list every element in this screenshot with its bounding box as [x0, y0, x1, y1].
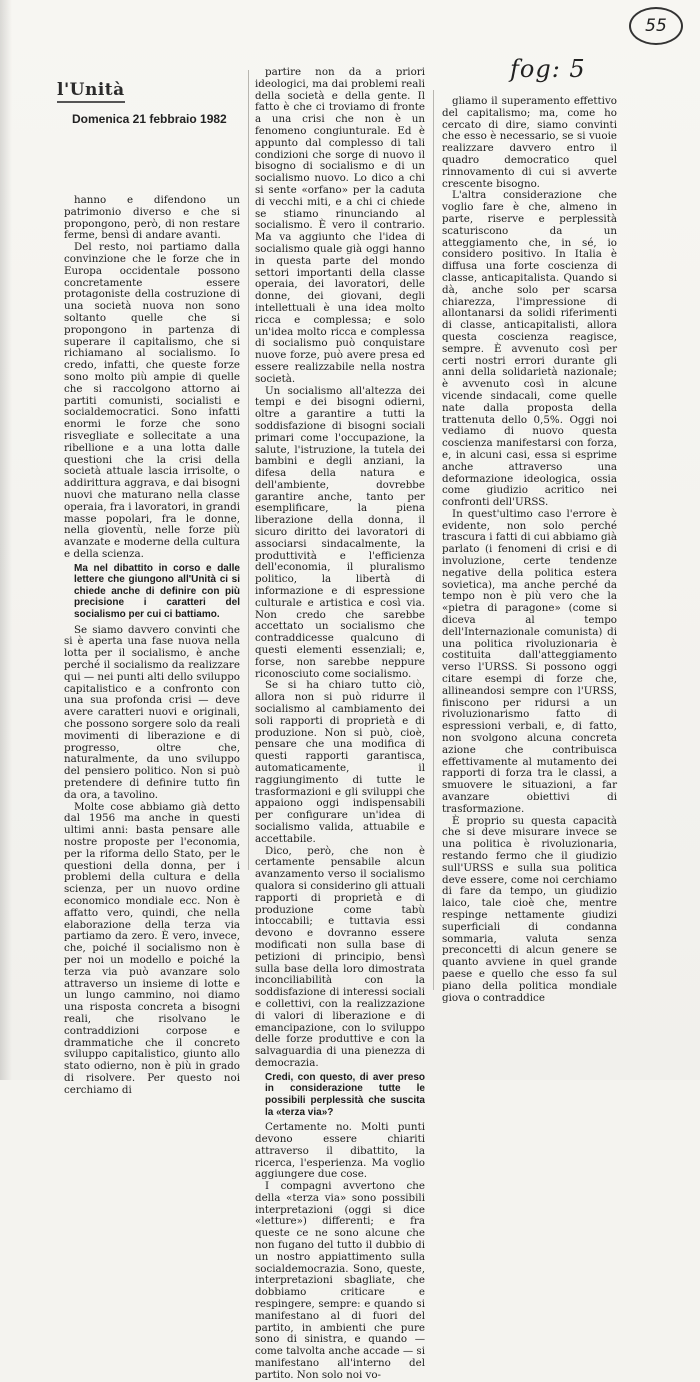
article-paragraph: È proprio su questa capacità che si deve misurare invece se una politica è rivoluzionaria, restando fermo che il giudizio sull'URSS e sulla sua politica deve essere, come noi cerchiamo di fare da tempo, un giudizio laico, tale cioè che, mentre respinge nettamente giudizi superficiali di condanna sommaria, valuta senza preconcetti di alcun genere se quanto avviene in quel grande paese e quello che esso fa sul piano della politica mondiale giova o contraddice — [442, 814, 617, 1004]
page-number: 55 — [645, 16, 667, 36]
article-paragraph: Se si ha chiaro tutto ciò, allora non si può ridurre il socialismo al cambiamento dei soli rapporti di proprietà e di produzione. Non si può, cioè, pensare che una modifica di questi rapporti garantisca, automaticamente, il raggiungimento di tutte le trasformazioni e gli sviluppi che appaiono oggi indispensabili per configurare un'idea di socialismo valida, attuabile e accettabile. — [255, 679, 425, 845]
masthead-rule — [57, 101, 125, 103]
scan-edge-shadow — [0, 0, 12, 1080]
article-paragraph: Se siamo davvero convinti che si è aperta una fase nuova nella lotta per il socialismo, è anche perché il socialismo da realizzare qui — nei punti alti dello sviluppo capitalistico e a confronto con una sua profonda crisi — deve avere caratteri nuovi e originali, che possono sorgere solo da reali movimenti di liberazione e di progresso, oltre che, naturalmente, da uno sviluppo del pensiero politico. Non si può pretendere di definire tutto fin da ora, a tavolino. — [64, 623, 240, 801]
dateline: Domenica 21 febbraio 1982 — [72, 112, 227, 126]
article-paragraph: gliamo il superamento effettivo del capitalismo; ma, come ho cercato di dire, siamo convinti che esso è necessario, se si vuoie realizzare davvero entro il quadro democratico quel rinnovamento di cui si avverte crescente bisogno. — [442, 95, 617, 190]
article-paragraph: I compagni avvertono che della «terza via» sono possibili interpretazioni (oggi si dice «letture») differenti; e fra queste ce ne sono alcune che non fugano del tutto il dubbio di un nostro appiattimento sulla socialdemocrazia. Sono, queste, interpretazioni sbagliate, che dobbiamo criticare e respingere, sempre: e quando si manifestano al di fuori del partito, in ambienti che pure sono di sinistra, e quando — come talvolta anche accade — si manifestano all'interno del partito. Non solo noi vo- — [255, 1180, 425, 1381]
article-paragraph: hanno e difendono un patrimonio diverso e che si propongono, però, di non restare ferme, bensì di andare avanti. — [64, 194, 240, 242]
article-column-3 — [442, 96, 617, 1004]
interview-question: Credi, con questo, di aver preso in considerazione tutte le possibili perplessità che suscita la «terza via»? — [265, 1071, 425, 1118]
article-column-2 — [255, 67, 425, 1382]
column-divider — [433, 90, 434, 990]
article-paragraph: partire non da a priori ideologici, ma dai problemi reali della società e della gente. Il fatto è che ci troviamo di fronte a una crisi che non è un fenomeno congiunturale. Ed è appunto dal complesso di tali condizioni che sorge di nuovo il bisogno di socialismo e di un socialismo nuovo. Lo dico a chi si sente «orfano» per la caduta di vecchi miti, e a chi ci chiede se stiamo rinunciando al socialismo. È vero il contrario. Ma va aggiunto che l'idea di socialismo quale già oggi hanno in questa parte del mondo settori importanti della classe operaia, dei lavoratori, delle donne, dei giovani, degli intellettuali è una idea molto ricca e complessa; e solo un'idea molto ricca e complessa di socialismo può conquistare nuove forze, può avere presa ed essere realizzabile nella nostra società. — [255, 66, 425, 385]
article-paragraph: In quest'ultimo caso l'errore è evidente, non solo perché trascura i fatti di cui abbiamo già parlato (i fenomeni di crisi e di involuzione, certe tendenze negative della politica estera sovietica), ma anche perché da tempo non è più vero che la «pietra di paragone» (come si diceva al tempo dell'Internazionale comunista) di una politica rivoluzionaria è costituita dall'atteggiamento verso l'URSS. Si possono oggi citare esempi di forze che, allineandosi sempre con l'URSS, finiscono per ridursi a un rivoluzionarismo fatto di espressioni verbali, e, di fatto, non svolgono alcuna concreta azione che contribuisca effettivamente al mutamento dei rapporti di forza tra le classi, a smuovere le situazioni, a far avanzare obiettivi di trasformazione. — [442, 507, 617, 815]
article-paragraph: Dico, però, che non è certamente pensabile alcun avanzamento verso il socialismo qualora si considerino gli attuali rapporti di proprietà e di produzione come tabù intoccabili; e tuttavia essi devono e dovranno essere modificati non sulla base di petizioni di principio, bensì sulla base della loro dimostrata inconciliabilità con la soddisfazione di interessi sociali e collettivi, con la realizzazione di valori di liberazione e di emancipazione, con lo sviluppo delle forze produttive e con la salvaguardia di una pienezza di democrazia. — [255, 844, 425, 1069]
article-paragraph: L'altra considerazione che voglio fare è che, almeno in parte, riserve e perplessità scaturiscono da un atteggiamento che, in sé, io considero positivo. In Italia è diffusa una forte coscienza di classe, anticapitalista. Quando si dà, anche solo per scarsa chiarezza, l'impressione di allontanarsi da solidi riferimenti di classe, anticapitalisti, allora questa coscienza reagisce, sempre. È avvenuto così per certi nostri errori durante gli anni della solidarietà nazionale; è avvenuto così in alcune vicende sindacali, come quelle nate dalla proposta della trattenuta dello 0,5%. Oggi noi vediamo di nuovo questa coscienza manifestarsi con forza, e, in alcuni casi, essa si esprime anche attraverso una deformazione ideologica, ossia come giudizio acritico nei confronti dell'URSS. — [442, 189, 617, 509]
handwritten-sheet-note: fog: 5 — [510, 55, 586, 83]
masthead: l'Unità — [57, 80, 125, 100]
article-paragraph: Certamente no. Molti punti devono essere chiariti attraverso il dibattito, la ricerca, l'esperienza. Ma voglio aggiungere due cose. — [255, 1121, 425, 1181]
article-column-1 — [64, 195, 240, 1097]
article-paragraph: Un socialismo all'altezza dei tempi e dei bisogni odierni, oltre a garantire a tutti la soddisfazione di bisogni sociali primari come l'occupazione, la salute, l'istruzione, la tutela dei bambini e degli anziani, la difesa della natura e dell'ambiente, dovrebbe garantire anche, tanto per esemplificare, la piena liberazione della donna, il sicuro diritto dei lavoratori di associarsi sindacalmente, la produttività e l'efficienza dell'economia, il pluralismo politico, la libertà di informazione e di espressione culturale e artistica e così via. Non credo che sarebbe accettato un socialismo che contraddicesse qualcuno di questi elementi essenziali; e, forse, non sarebbe neppure riconosciuto come socialismo. — [255, 384, 425, 680]
page-number-circle — [629, 7, 683, 45]
interview-question: Ma nel dibattito in corso e dalle lettere che giungono all'Unità ci si chiede anche di definire con più precisione i caratteri del socialismo per cui ci battiamo. — [74, 562, 240, 621]
article-paragraph: Del resto, noi partiamo dalla convinzione che le forze che in Europa occidentale possono concretamente essere protagoniste della costruzione di una società nuova non sono soltanto quelle che si propongono in partenza di superare il capitalismo, che si richiamano al socialismo. Io credo, infatti, che queste forze sono molto più ampie di quelle che si raccolgono attorno ai partiti comunisti, socialisti e socialdemocratici. Sono infatti enormi le forze che sono risvegliate e sollecitate a una ribellione e a una lotta dalle questioni che la crisi della società attuale lascia irrisolte, o addirittura aggrava, e dai bisogni nuovi che maturano nella classe operaia, fra i lavoratori, in grandi masse popolari, fra le donne, nella gioventù, nelle forze più avanzate e moderne della cultura e della scienza. — [64, 241, 240, 560]
column-divider — [248, 70, 249, 870]
article-paragraph: Molte cose abbiamo già detto dal 1956 ma anche in questi ultimi anni: basta pensare alle nostre proposte per l'economia, per la riforma dello Stato, per le questioni della donna, per i problemi della cultura e della scienza, per un nuovo ordine economico mondiale ecc. Non è affatto vero, quindi, che nella elaborazione della terza via partiamo da zero. È vero, invece, che, poiché il socialismo non è per noi un modello e poiché la terza via può avanzare solo attraverso un insieme di lotte e un lungo cammino, noi diamo una risposta concreta a bisogni reali, che risolvano le contraddizioni corpose e drammatiche che il concreto sviluppo capitalistico, giunto allo stato odierno, non è più in grado di risolvere. Per questo noi cerchiamo di — [64, 800, 240, 1096]
